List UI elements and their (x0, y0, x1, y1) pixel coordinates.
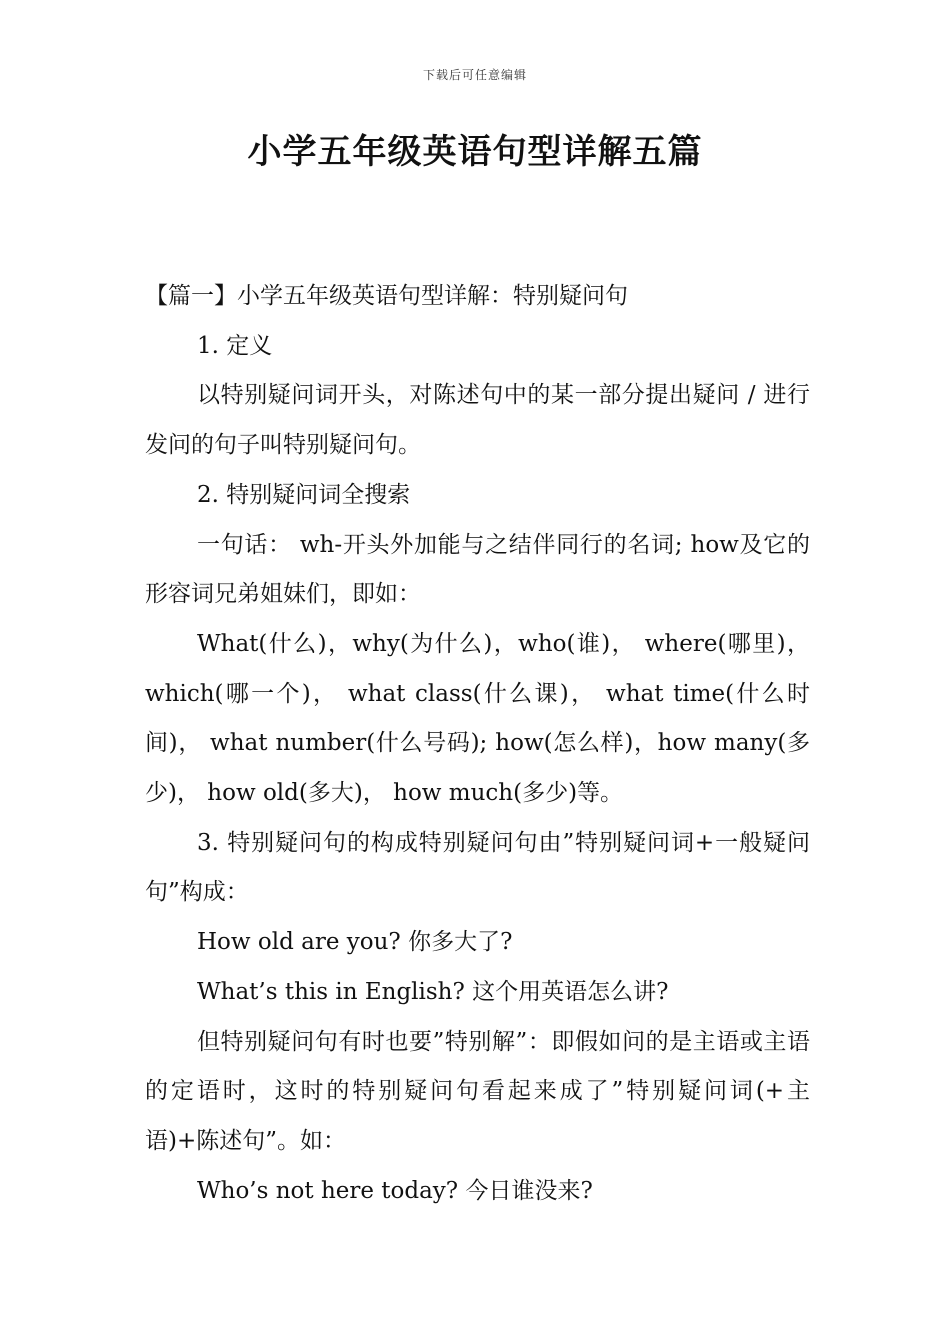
paragraph-question-words-intro: 一句话： wh-开头外加能与之结伴同行的名词; how及它的形容词兄弟姐妹们，即如： (145, 531, 810, 608)
subheading-definition: 1. 定义 (197, 332, 273, 359)
example-sentence: What’s this in English? 这个用英语怎么讲? (197, 978, 669, 1005)
document-title: 小学五年级英语句型详解五篇 (247, 132, 703, 172)
example-sentence: How old are you? 你多大了? (197, 929, 513, 956)
section-heading: 【篇一】小学五年级英语句型详解：特别疑问句 (145, 283, 628, 309)
paragraph-definition: 以特别疑问词开头，对陈述句中的某一部分提出疑问 / 进行发问的句子叫特别疑问句。 (145, 382, 810, 459)
subheading-question-words: 2. 特别疑问词全搜索 (197, 481, 411, 508)
subheading-structure: 3. 特别疑问句的构成特别疑问句由”特别疑问词+一般疑问句”构成： (145, 829, 810, 906)
document-body (145, 272, 810, 1216)
example-sentence: Who’s not here today? 今日谁没来? (197, 1177, 593, 1204)
paragraph-special-case: 但特别疑问句有时也要”特别解”：即假如问的是主语或主语的定语时，这时的特别疑问句看起来成了”特别疑问词(+主语)+陈述句”。如： (145, 1028, 810, 1154)
header-note: 下载后可任意编辑 (422, 68, 527, 82)
paragraph-question-words-list: What(什么)，why(为什么)，who(谁)， where(哪里)， which(哪一个)， what class(什么课)， what time(什么时间)， what number(什么号码); how(怎么样)，how many(多少)， how old(多大)， how much(多少)等。 (145, 630, 810, 807)
